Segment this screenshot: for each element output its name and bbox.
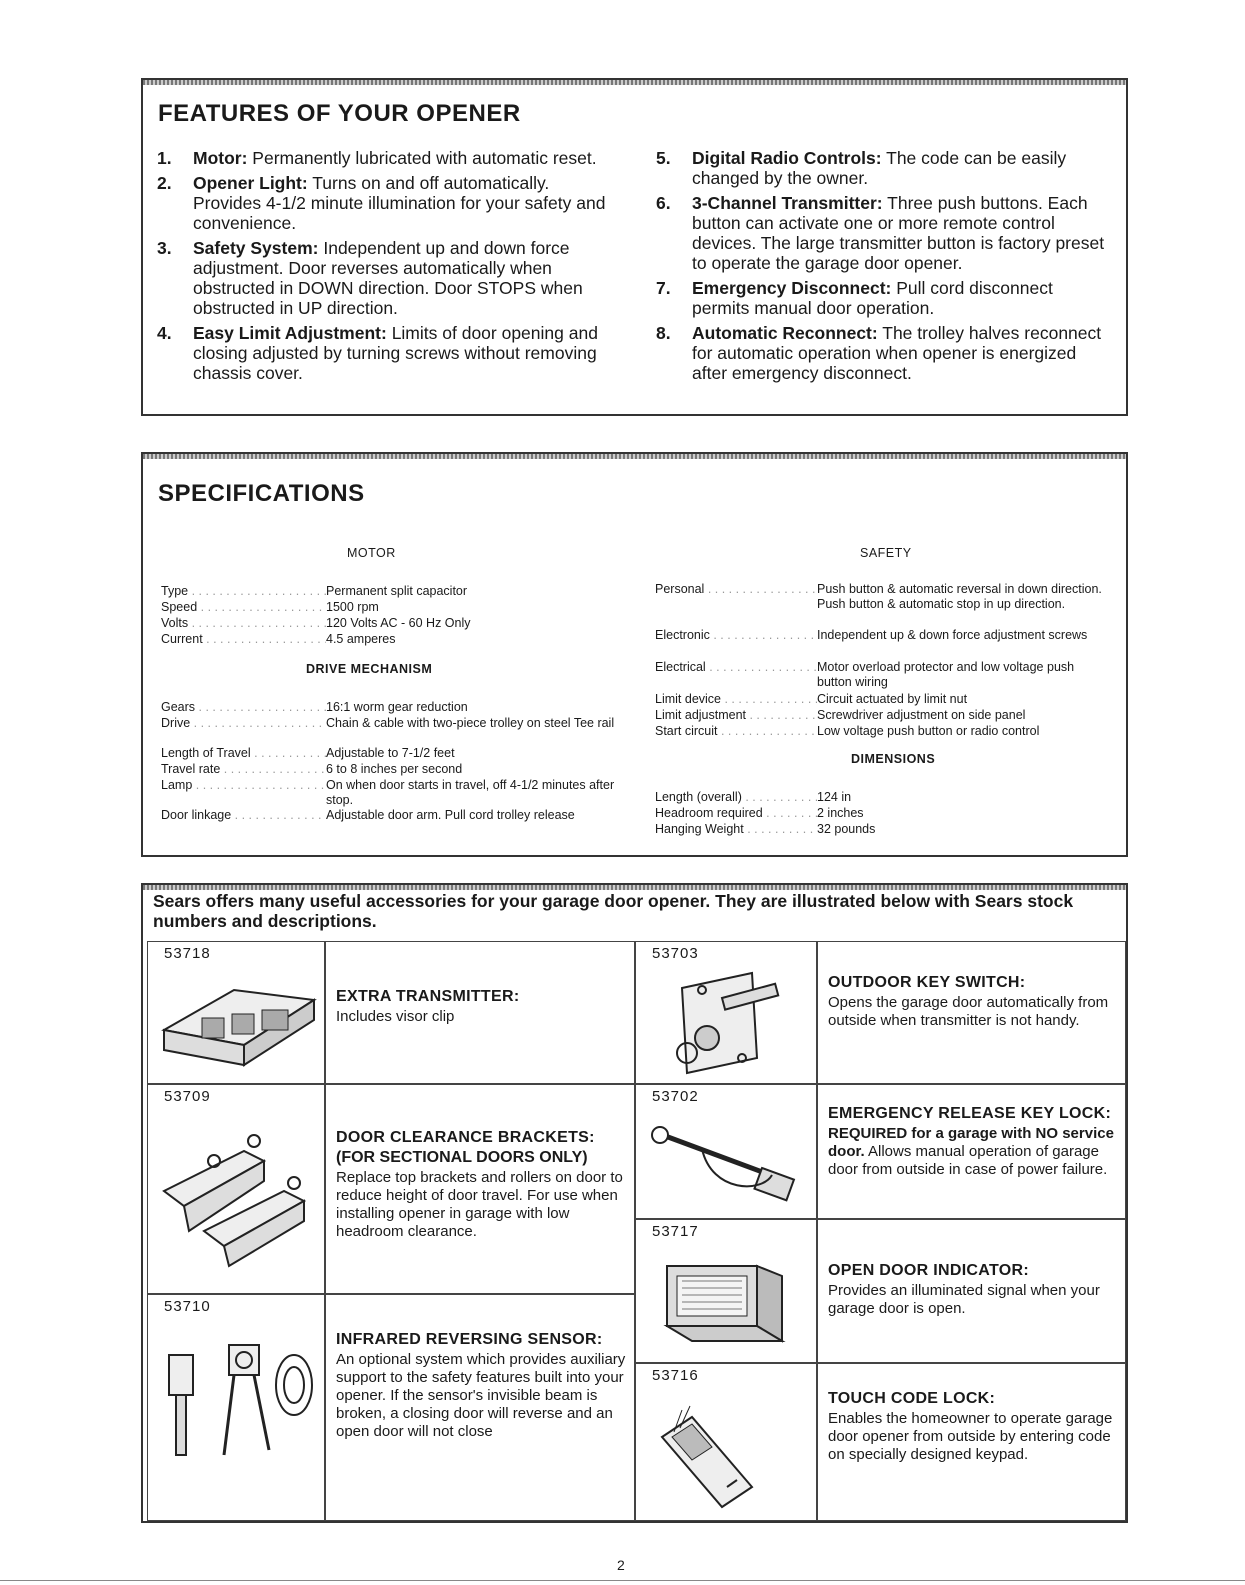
stock-number: 53703 [652, 945, 699, 962]
spec-label: Speed . . . [161, 600, 326, 615]
spec-value: 4.5 amperes [326, 632, 621, 647]
motor-heading: MOTOR [347, 546, 396, 560]
accessory-text: Replace top brackets and rollers on door to reduce height of door travel. For use when installing opener in garage with low headroom clearance. [336, 1169, 623, 1240]
stock-number: 53709 [164, 1088, 211, 1105]
accessory-image-cell [147, 1294, 325, 1521]
specifications-title: SPECIFICATIONS [158, 480, 365, 507]
feature-number: 5. [656, 148, 671, 168]
spec-value: Low voltage push button or radio control [817, 724, 1107, 739]
accessory-text: Opens the garage door automatically from outside when transmitter is not handy. [828, 994, 1109, 1029]
feature-text: The trolley halves reconnect for automatic operation when opener is energized after emergency disconnect. [692, 323, 1102, 383]
accessory-image-cell [635, 941, 817, 1084]
feature-text: Turns on and off automatically. Provides 4-1/2 minute illumination for your safety and convenience. [193, 173, 606, 233]
feature-item [149, 148, 619, 168]
safety-heading: SAFETY [860, 546, 912, 560]
accessory-emphasis: REQUIRED for a garage with NO service door. [828, 1125, 1114, 1160]
accessory-image-cell [635, 1363, 817, 1521]
feature-item [149, 238, 619, 318]
spec-value: 32 pounds [817, 822, 1107, 837]
feature-item [648, 323, 1113, 383]
accessory-text: Allows manual operation of garage door from outside in case of power failure. [828, 1143, 1108, 1178]
feature-item [648, 148, 1113, 188]
specs-right-column [655, 454, 1120, 854]
spec-value: 120 Volts AC - 60 Hz Only [326, 616, 621, 631]
features-right-column [648, 148, 1113, 388]
accessory-description [336, 1129, 626, 1241]
spec-label: Limit device . . . [655, 692, 817, 707]
spec-label: Length (overall) . . . [655, 790, 817, 805]
stock-number: 53702 [652, 1088, 699, 1105]
spec-value: 6 to 8 inches per second [326, 762, 621, 777]
spec-label: Gears . . . [161, 700, 326, 715]
accessory-title: EXTRA TRANSMITTER: [336, 988, 520, 1005]
dimensions-heading: DIMENSIONS [851, 752, 936, 766]
specifications-panel [141, 452, 1128, 857]
accessory-image-cell [147, 941, 325, 1084]
feature-number: 6. [656, 193, 671, 213]
accessories-heading: Sears offers many useful accessories for your garage door opener. They are illustrated below with Sears stock numbers and descriptions. [153, 891, 1074, 931]
features-panel [141, 78, 1128, 416]
spec-label: Start circuit . . . [655, 724, 817, 739]
accessory-description-cell [817, 1363, 1126, 1521]
transmitter-illustration [154, 970, 322, 1080]
feature-item [149, 323, 619, 383]
accessory-description-cell [817, 1219, 1126, 1363]
accessories-panel [141, 883, 1128, 1523]
accessory-description-cell [325, 941, 635, 1084]
spec-value: 16:1 worm gear reduction [326, 700, 621, 715]
spec-value: Adjustable door arm. Pull cord trolley release [326, 808, 621, 823]
accessory-image-cell [635, 1219, 817, 1363]
key-lock-illustration [642, 1113, 812, 1213]
accessory-text: Provides an illuminated signal when your garage door is open. [828, 1282, 1100, 1317]
feature-term: Opener Light: [193, 173, 308, 193]
spec-label: Travel rate . . . [161, 762, 326, 777]
feature-term: Automatic Reconnect: [692, 323, 878, 343]
feature-item [648, 193, 1113, 273]
stock-number: 53718 [164, 945, 211, 962]
feature-number: 2. [157, 173, 172, 193]
feature-term: 3-Channel Transmitter: [692, 193, 883, 213]
feature-item [648, 278, 1113, 318]
feature-number: 8. [656, 323, 671, 343]
spec-value: Permanent split capacitor [326, 584, 621, 599]
spec-label: Length of Travel . . . [161, 746, 326, 761]
feature-text: Pull cord disconnect permits manual door operation. [692, 278, 1053, 318]
accessory-title: OUTDOOR KEY SWITCH: [828, 974, 1026, 991]
feature-text: Permanently lubricated with automatic reset. [247, 148, 597, 168]
feature-term: Digital Radio Controls: [692, 148, 882, 168]
key-switch-illustration [642, 968, 812, 1080]
accessory-description [828, 1390, 1117, 1464]
spec-value: 124 in [817, 790, 1107, 805]
feature-number: 1. [157, 148, 172, 168]
spec-value: 1500 rpm [326, 600, 621, 615]
spec-value: Push button & automatic reversal in down direction. Push button & automatic stop in up direction. [817, 582, 1107, 612]
feature-term: Emergency Disconnect: [692, 278, 892, 298]
spec-label: Headroom required . . . [655, 806, 817, 821]
page-number: 2 [617, 1557, 625, 1573]
brackets-illustration [154, 1121, 322, 1271]
accessory-text: Includes visor clip [336, 1008, 455, 1025]
feature-number: 4. [157, 323, 172, 343]
spec-label: Hanging Weight . . . [655, 822, 817, 837]
feature-text: The code can be easily changed by the owner. [692, 148, 1067, 188]
keypad-illustration [642, 1392, 812, 1516]
spec-label: Electronic . . . [655, 628, 817, 643]
spec-label: Personal . . . [655, 582, 817, 597]
spec-label: Lamp . . . [161, 778, 326, 793]
accessory-description-cell [817, 1084, 1126, 1219]
spec-label: Current . . . [161, 632, 326, 647]
bottom-rule [0, 1580, 1245, 1581]
spec-value: Screwdriver adjustment on side panel [817, 708, 1107, 723]
accessory-title: INFRARED REVERSING SENSOR: [336, 1331, 603, 1348]
spec-value: Chain & cable with two-piece trolley on steel Tee rail [326, 716, 621, 731]
drive-mechanism-heading: DRIVE MECHANISM [306, 662, 433, 676]
feature-term: Easy Limit Adjustment: [193, 323, 387, 343]
accessory-title: OPEN DOOR INDICATOR: [828, 1262, 1029, 1279]
spec-value: Circuit actuated by limit nut [817, 692, 1107, 707]
spec-value: Independent up & down force adjustment screws [817, 628, 1107, 643]
feature-text: Independent up and down force adjustment. Door reverses automatically when obstructed in DOWN direction. Door STOPS when obstructed in UP direction. [193, 238, 583, 318]
accessory-text: An optional system which provides auxiliary support to the safety features built into your opener. If the sensor's invisible beam is broken, a closing door will reverse and an open door will not close [336, 1351, 626, 1440]
accessory-description [828, 974, 1117, 1030]
accessory-subtitle: (FOR SECTIONAL DOORS ONLY) [336, 1149, 588, 1166]
feature-text: Three push buttons. Each button can activate one or more remote control devices. The large transmitter button is factory preset to operate the garage door opener. [692, 193, 1105, 273]
accessory-title: DOOR CLEARANCE BRACKETS: [336, 1129, 595, 1146]
features-title: FEATURES OF YOUR OPENER [158, 100, 521, 127]
spec-value: On when door starts in travel, off 4-1/2 minutes after stop. [326, 778, 621, 808]
accessory-description [336, 1331, 626, 1441]
stock-number: 53716 [652, 1367, 699, 1384]
feature-term: Safety System: [193, 238, 319, 258]
feature-text: Limits of door opening and closing adjusted by turning screws without removing chassis cover. [193, 323, 598, 383]
accessory-description [828, 1262, 1117, 1318]
specs-left-column [161, 454, 641, 854]
feature-term: Motor: [193, 148, 248, 168]
accessory-description-cell [817, 941, 1126, 1084]
features-left-column [149, 148, 619, 388]
spec-label: Electrical . . . [655, 660, 817, 675]
feature-number: 7. [656, 278, 671, 298]
accessory-image-cell [147, 1084, 325, 1294]
spec-label: Door linkage . . . [161, 808, 326, 823]
accessory-description [336, 988, 626, 1026]
indicator-illustration [642, 1246, 812, 1356]
spec-label: Type . . . [161, 584, 326, 599]
spec-value: Adjustable to 7-1/2 feet [326, 746, 621, 761]
sensor-illustration [154, 1335, 322, 1465]
accessory-text: Enables the homeowner to operate garage door opener from outside by entering code on specially designed keypad. [828, 1410, 1113, 1463]
accessory-description-cell [325, 1084, 635, 1294]
stock-number: 53710 [164, 1298, 211, 1315]
spec-value: 2 inches [817, 806, 1107, 821]
stock-number: 53717 [652, 1223, 699, 1240]
feature-item [149, 173, 619, 233]
accessory-description [828, 1105, 1117, 1179]
feature-number: 3. [157, 238, 172, 258]
spec-label: Limit adjustment . . . [655, 708, 817, 723]
spec-value: Motor overload protector and low voltage push button wiring [817, 660, 1107, 690]
spec-label: Volts . . . [161, 616, 326, 631]
spec-label: Drive . . . [161, 716, 326, 731]
accessory-title: EMERGENCY RELEASE KEY LOCK: [828, 1105, 1112, 1122]
accessory-title: TOUCH CODE LOCK: [828, 1390, 996, 1407]
accessory-description-cell [325, 1294, 635, 1521]
accessory-image-cell [635, 1084, 817, 1219]
